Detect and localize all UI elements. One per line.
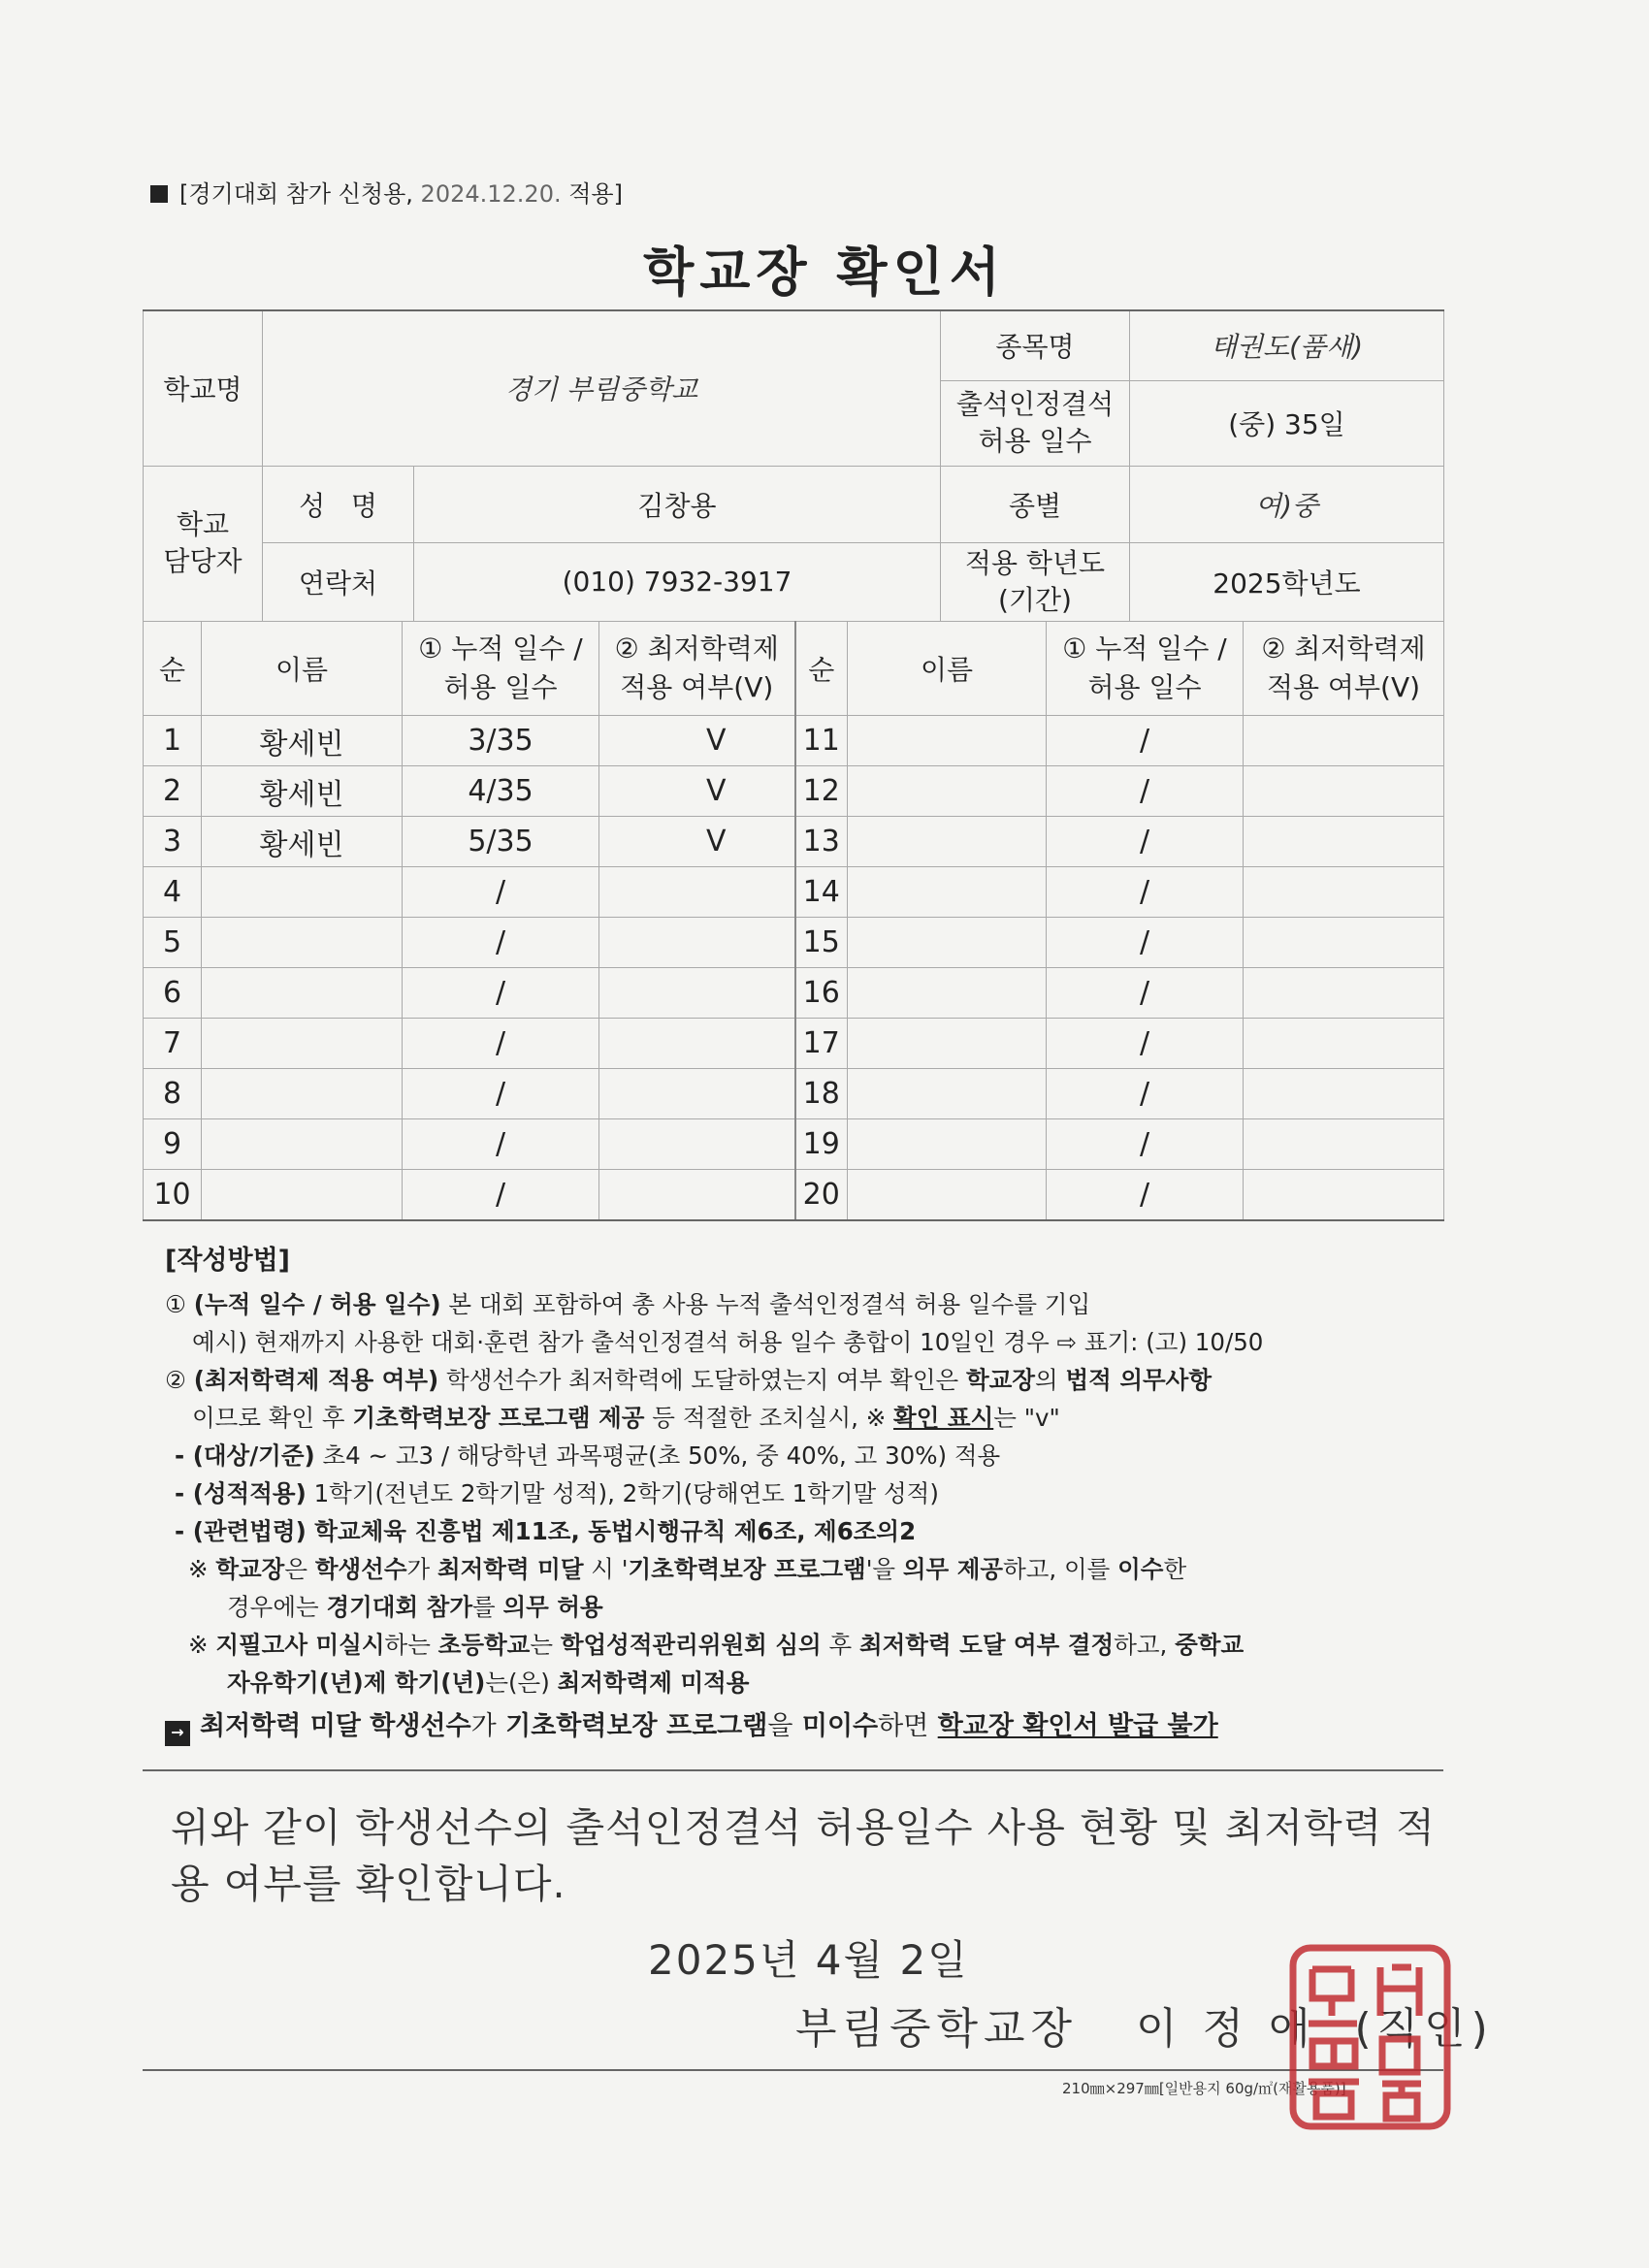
seal-icon xyxy=(1285,1940,1455,2134)
method-8-b4: 기초학력보장 프로그램 xyxy=(628,1555,866,1583)
school-value: 경기 부림중학교 xyxy=(263,310,941,466)
row-name xyxy=(202,968,403,1019)
method-8-b3: 최저학력 미달 xyxy=(436,1555,584,1583)
method-4-text-b: 등 적절한 조치실시, ※ xyxy=(652,1404,887,1432)
row-check xyxy=(599,867,795,918)
row-days-right: / xyxy=(1047,817,1244,867)
row-name-right xyxy=(848,1119,1047,1170)
method-9-b2: 의무 허용 xyxy=(502,1593,603,1621)
row-name-right xyxy=(848,1069,1047,1119)
row-name: 황세빈 xyxy=(202,766,403,817)
row-name-right xyxy=(848,1019,1047,1069)
method-12-t3: 하면 xyxy=(878,1711,929,1741)
method-line-10 xyxy=(165,1626,1455,1664)
row-days-right: / xyxy=(1047,918,1244,968)
row-no-right: 20 xyxy=(795,1170,848,1221)
row-check-right xyxy=(1244,1069,1444,1119)
issue-date: 2025년 4월 2일 xyxy=(648,1936,969,1984)
allow-days-label-line2: 허용 일수 xyxy=(978,425,1092,457)
list-header-days-right-line1: ① 누적 일수 / xyxy=(1062,632,1227,664)
list-header-name-right: 이름 xyxy=(848,622,1047,716)
signer-name: 이 정 애 xyxy=(1136,2004,1316,2054)
table-row xyxy=(144,716,1444,766)
method-11-b2: 최저학력제 미적용 xyxy=(557,1669,750,1697)
table-row xyxy=(144,918,1444,968)
year-value: 2025학년도 xyxy=(1130,542,1444,621)
student-list-table xyxy=(143,621,1444,1221)
row-check-right xyxy=(1244,716,1444,766)
method-2-title: (최저학력제 적용 여부) xyxy=(193,1366,439,1394)
row-no: 10 xyxy=(144,1170,202,1221)
row-name-right xyxy=(848,867,1047,918)
method-line-4 xyxy=(165,1399,1455,1437)
year-label-line1: 적용 학년도 xyxy=(964,546,1106,579)
section-divider xyxy=(143,1769,1443,1771)
list-header-check-line1: ② 최저학력제 xyxy=(614,632,779,664)
row-no-right: 14 xyxy=(795,867,848,918)
list-header-days-right xyxy=(1047,622,1244,716)
method-3-bold-2: 학교장 xyxy=(965,1366,1035,1394)
method-warning xyxy=(165,1707,1455,1746)
row-no: 9 xyxy=(144,1119,202,1170)
list-header-check-right-line2: 적용 여부(V) xyxy=(1266,671,1421,703)
year-label-line2: (기간) xyxy=(998,583,1072,616)
row-name xyxy=(202,1019,403,1069)
row-check-right xyxy=(1244,1019,1444,1069)
row-check-right xyxy=(1244,1119,1444,1170)
row-check-right xyxy=(1244,817,1444,867)
list-header-days-line1: ① 누적 일수 / xyxy=(418,632,583,664)
row-name xyxy=(202,1170,403,1221)
row-days: / xyxy=(403,1170,599,1221)
row-no-right: 17 xyxy=(795,1019,848,1069)
row-check xyxy=(599,1069,795,1119)
manager-label xyxy=(144,466,263,621)
row-days-right: / xyxy=(1047,867,1244,918)
row-name-right xyxy=(848,716,1047,766)
row-name xyxy=(202,1069,403,1119)
row-no: 5 xyxy=(144,918,202,968)
method-3-bold-3: 법적 의무사항 xyxy=(1065,1366,1212,1394)
list-header-no-right: 순 xyxy=(795,622,848,716)
method-4-bold: 기초학력보장 프로그램 제공 xyxy=(352,1404,645,1432)
row-check: V xyxy=(599,766,795,817)
method-10-b4: 최저학력 도달 여부 결정 xyxy=(858,1631,1115,1659)
method-4-text-c: 는 "v" xyxy=(993,1404,1060,1432)
table-row xyxy=(144,867,1444,918)
method-8-t6: 한 xyxy=(1163,1555,1187,1583)
allow-days-label-line1: 출석인정결석 xyxy=(955,388,1115,420)
row-check xyxy=(599,1119,795,1170)
arrow-box-icon: → xyxy=(165,1721,190,1746)
method-7-bold: - (관련법령) 학교체육 진흥법 제11조, 동법시행규칙 제6조, 제6조의2 xyxy=(175,1517,917,1545)
square-bullet-icon xyxy=(150,185,168,203)
row-days: / xyxy=(403,1019,599,1069)
row-check xyxy=(599,1170,795,1221)
method-8-t2: 가 xyxy=(406,1555,431,1583)
event-label: 종목명 xyxy=(941,310,1130,380)
seal-label: (직인) xyxy=(1354,2004,1494,2054)
method-12-b1: 최저학력 미달 학생선수 xyxy=(200,1711,471,1741)
table-row xyxy=(144,1119,1444,1170)
method-3-text-a: 학생선수가 최저학력에 도달하였는지 여부 확인은 xyxy=(446,1366,959,1394)
row-name: 황세빈 xyxy=(202,817,403,867)
row-no: 6 xyxy=(144,968,202,1019)
allow-days-value: (중) 35일 xyxy=(1130,380,1444,466)
row-name-right xyxy=(848,766,1047,817)
row-check-right xyxy=(1244,1170,1444,1221)
method-12-t2: 을 xyxy=(767,1711,793,1741)
table-row xyxy=(144,1069,1444,1119)
method-12-b2: 기초학력보장 프로그램 xyxy=(505,1711,768,1741)
row-no: 7 xyxy=(144,1019,202,1069)
row-name: 황세빈 xyxy=(202,716,403,766)
list-header-days xyxy=(403,622,599,716)
row-days: / xyxy=(403,968,599,1019)
row-no: 1 xyxy=(144,716,202,766)
method-9-t2: 를 xyxy=(472,1593,496,1621)
row-days: / xyxy=(403,918,599,968)
method-8-b2: 학생선수 xyxy=(314,1555,407,1583)
writing-method xyxy=(165,1242,1455,1746)
list-header-days-line2: 허용 일수 xyxy=(443,671,558,703)
method-8-b5: 의무 제공 xyxy=(902,1555,1004,1583)
method-10-t3: 후 xyxy=(828,1631,853,1659)
row-no: 4 xyxy=(144,867,202,918)
name-value: 김창용 xyxy=(414,466,941,542)
method-line-8 xyxy=(165,1550,1455,1588)
list-header-check-line2: 적용 여부(V) xyxy=(620,671,774,703)
method-10-b2: 초등학교 xyxy=(437,1631,531,1659)
table-row xyxy=(144,1170,1444,1221)
gender-label: 종별 xyxy=(941,466,1130,542)
list-header-check xyxy=(599,622,795,716)
form-note-suffix: 적용] xyxy=(568,180,623,208)
row-no-right: 15 xyxy=(795,918,848,968)
row-days: / xyxy=(403,1119,599,1170)
row-no: 2 xyxy=(144,766,202,817)
circle-1-mark: ① xyxy=(165,1290,186,1318)
method-8-t4: '을 xyxy=(865,1555,896,1583)
table-row xyxy=(144,968,1444,1019)
method-1-text: 본 대회 포함하여 총 사용 누적 출석인정결석 허용 일수를 기입 xyxy=(448,1290,1091,1318)
info-table xyxy=(143,309,1444,622)
method-10-t4: 하고, xyxy=(1114,1631,1168,1659)
row-check-right xyxy=(1244,968,1444,1019)
row-check xyxy=(599,968,795,1019)
method-8-t1: 은 xyxy=(284,1555,308,1583)
row-no-right: 19 xyxy=(795,1119,848,1170)
list-header-days-right-line2: 허용 일수 xyxy=(1087,671,1202,703)
method-11-b1: 자유학기(년)제 학기(년) xyxy=(227,1669,486,1697)
row-days-right: / xyxy=(1047,1170,1244,1221)
table-row xyxy=(144,1019,1444,1069)
row-no-right: 16 xyxy=(795,968,848,1019)
method-12-underline: 학교장 확인서 발급 불가 xyxy=(937,1711,1218,1741)
method-11-t1: 는(은) xyxy=(485,1669,550,1697)
paper-spec: 210㎜×297㎜[일반용지 60g/㎡(재활용품)] xyxy=(1062,2080,1346,2097)
method-3-text-b: 의 xyxy=(1035,1366,1058,1394)
row-check-right xyxy=(1244,766,1444,817)
signer-school: 부림중학교장 xyxy=(795,2004,1079,2054)
row-days-right: / xyxy=(1047,1119,1244,1170)
row-name xyxy=(202,1119,403,1170)
row-no-right: 13 xyxy=(795,817,848,867)
row-name-right xyxy=(848,968,1047,1019)
method-12-t1: 가 xyxy=(470,1711,497,1741)
method-heading: [작성방법] xyxy=(165,1246,291,1276)
document-title: 학교장 확인서 xyxy=(643,242,1006,303)
confirmation-statement: 위와 같이 학생선수의 출석인정결석 허용일수 사용 현황 및 최저학력 적용 여부를 확인합니다. xyxy=(171,1804,1436,1907)
row-check-right xyxy=(1244,867,1444,918)
row-no: 3 xyxy=(144,817,202,867)
row-days-right: / xyxy=(1047,1069,1244,1119)
form-note-date: 2024.12.20. xyxy=(420,180,562,208)
school-label: 학교명 xyxy=(144,310,263,466)
row-check: V xyxy=(599,817,795,867)
method-line-7 xyxy=(165,1512,1455,1550)
row-days-right: / xyxy=(1047,968,1244,1019)
method-6-bold: - (성적적용) xyxy=(175,1479,307,1507)
row-days: / xyxy=(403,1069,599,1119)
row-name-right xyxy=(848,1170,1047,1221)
row-check-right xyxy=(1244,918,1444,968)
gender-value: 여)중 xyxy=(1130,466,1444,542)
method-line-6 xyxy=(165,1474,1455,1512)
footer-divider xyxy=(143,2069,1443,2071)
method-line-3 xyxy=(165,1361,1455,1399)
year-label xyxy=(941,542,1130,621)
row-days: 4/35 xyxy=(403,766,599,817)
list-header-check-right xyxy=(1244,622,1444,716)
note-mark: ※ xyxy=(188,1555,209,1583)
method-8-b1: 학교장 xyxy=(215,1555,285,1583)
table-row xyxy=(144,817,1444,867)
method-line-5 xyxy=(165,1437,1455,1474)
row-days-right: / xyxy=(1047,1019,1244,1069)
contact-label: 연락처 xyxy=(263,542,414,621)
method-9-b1: 경기대회 참가 xyxy=(326,1593,472,1621)
note-mark-2: ※ xyxy=(188,1631,209,1659)
method-8-b6: 이수 xyxy=(1117,1555,1164,1583)
method-6-text: 1학기(전년도 2학기말 성적), 2학기(당해연도 1학기말 성적) xyxy=(313,1479,939,1507)
method-10-t2: 는 xyxy=(530,1631,554,1659)
method-12-b3: 미이수 xyxy=(801,1711,879,1741)
method-8-t3: 시 ' xyxy=(591,1555,629,1583)
list-header-check-right-line1: ② 최저학력제 xyxy=(1261,632,1426,664)
row-days-right: / xyxy=(1047,716,1244,766)
row-no: 8 xyxy=(144,1069,202,1119)
row-days: 3/35 xyxy=(403,716,599,766)
method-line-11 xyxy=(165,1664,1455,1701)
method-10-t1: 하는 xyxy=(384,1631,431,1659)
row-name-right xyxy=(848,918,1047,968)
official-seal xyxy=(1285,1940,1455,2134)
method-1-title: (누적 일수 / 허용 일수) xyxy=(193,1290,441,1318)
row-no-right: 18 xyxy=(795,1069,848,1119)
event-value: 태권도(품새) xyxy=(1130,310,1444,380)
method-10-b5: 중학교 xyxy=(1175,1631,1245,1659)
manager-label-line1: 학교 xyxy=(176,508,230,540)
list-header-no: 순 xyxy=(144,622,202,716)
row-name xyxy=(202,867,403,918)
row-check xyxy=(599,1019,795,1069)
row-name xyxy=(202,918,403,968)
name-label: 성 명 xyxy=(263,466,414,542)
row-days: / xyxy=(403,867,599,918)
method-4-text-a: 이므로 확인 후 xyxy=(192,1404,345,1432)
method-4-underline: 확인 표시 xyxy=(893,1404,994,1432)
allow-days-label xyxy=(941,380,1130,466)
circle-2-mark: ② xyxy=(165,1366,186,1394)
row-check: V xyxy=(599,716,795,766)
row-days: 5/35 xyxy=(403,817,599,867)
row-no-right: 12 xyxy=(795,766,848,817)
form-note xyxy=(150,175,623,209)
method-10-b1: 지필고사 미실시 xyxy=(215,1631,385,1659)
method-8-t5: 하고, 이를 xyxy=(1003,1555,1111,1583)
method-5-text: 초4 ~ 고3 / 해당학년 과목평균(초 50%, 중 40%, 고 30%) 적용 xyxy=(322,1442,1001,1470)
form-note-prefix: [경기대회 참가 신청용, xyxy=(179,180,413,208)
row-days-right: / xyxy=(1047,766,1244,817)
method-line-9 xyxy=(165,1588,1455,1626)
method-line-2: 예시) 현재까지 사용한 대회·훈련 참가 출석인정결석 허용 일수 총합이 10일인 경우 ⇨ 표기: (고) 10/50 xyxy=(192,1328,1264,1356)
method-line-1 xyxy=(165,1285,1455,1323)
row-check xyxy=(599,918,795,968)
list-header-name: 이름 xyxy=(202,622,403,716)
table-row xyxy=(144,766,1444,817)
row-name-right xyxy=(848,817,1047,867)
manager-label-line2: 담당자 xyxy=(163,545,242,577)
method-9-t1: 경우에는 xyxy=(227,1593,319,1621)
row-no-right: 11 xyxy=(795,716,848,766)
contact-value: (010) 7932-3917 xyxy=(414,542,941,621)
method-5-bold: - (대상/기준) xyxy=(175,1442,315,1470)
method-10-b3: 학업성적관리위원회 심의 xyxy=(560,1631,822,1659)
